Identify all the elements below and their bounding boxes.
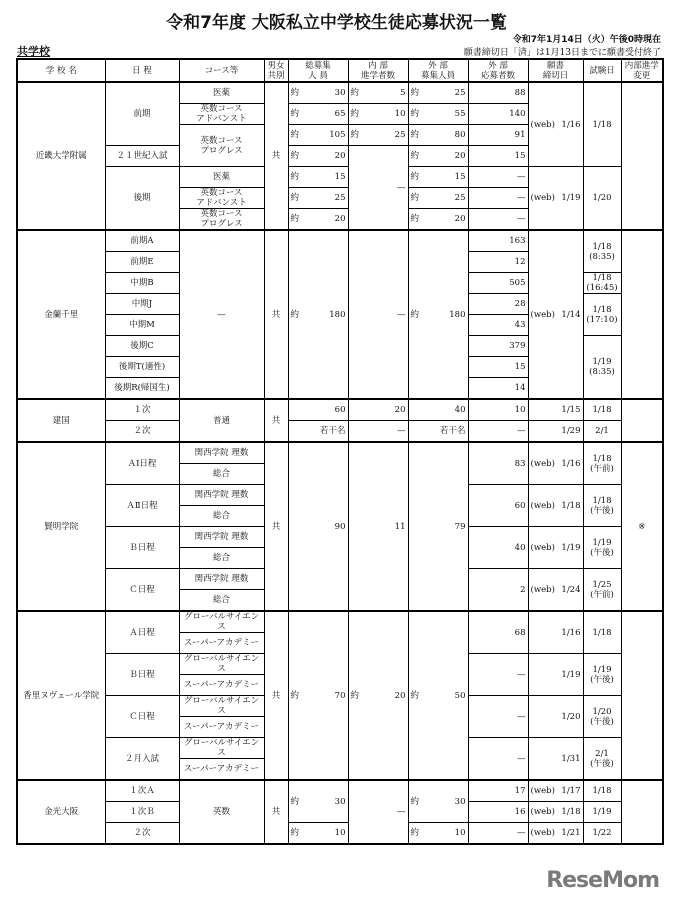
applicants: — — [468, 209, 528, 231]
approx: 約 — [410, 151, 420, 161]
value: 65 — [334, 109, 346, 119]
total — [288, 104, 348, 125]
value: 1/24 — [561, 584, 581, 595]
gender: 共 — [264, 611, 288, 780]
page-title: 令和7年度 大阪私立中学校生徒応募状況一覧 — [166, 13, 507, 33]
approx: 約 — [290, 172, 300, 182]
table-row — [17, 230, 663, 252]
gender: 共 — [264, 780, 288, 844]
exam-date: 1/20 (午後) — [583, 696, 621, 738]
change: ※ — [621, 442, 663, 611]
internal: 11 — [348, 442, 408, 611]
external — [408, 209, 468, 231]
applicants: 140 — [468, 104, 528, 125]
course: 英数コース プログレス — [179, 125, 264, 167]
course: スーパーアカデミー — [179, 759, 264, 781]
course: 関西学院 理数 — [179, 442, 264, 464]
deadline-note: 願書締切日「済」は1月13日までに願書受付終了 — [463, 48, 661, 58]
header-applicants: 外 部 応募者数 — [468, 59, 528, 82]
deadline — [528, 527, 583, 569]
approx: 約 — [410, 172, 420, 182]
web-label: (web) — [530, 828, 555, 838]
session: 後期 — [105, 167, 179, 231]
approx: 約 — [290, 151, 300, 161]
value: 25 — [454, 88, 466, 98]
session: ＡⅡ日程 — [105, 485, 179, 527]
applicants: — — [468, 823, 528, 845]
header-external: 外 部 募集人員 — [408, 59, 468, 82]
course: 英数コース アドバンスト — [179, 188, 264, 209]
web-label: (web) — [530, 500, 555, 511]
course: 総合 — [179, 590, 264, 612]
exam-date: 1/18 — [583, 399, 621, 421]
as-of-date: 令和7年1月14日（火）午後0時現在 — [512, 35, 661, 45]
deadline: 1/19 — [528, 654, 583, 696]
table-row — [17, 442, 663, 464]
course: グローバルサイエンス — [179, 654, 264, 675]
value: 1/18 — [561, 807, 581, 817]
change — [621, 82, 663, 230]
approx: 約 — [290, 130, 300, 140]
internal — [348, 104, 408, 125]
total: 若干名 — [288, 421, 348, 443]
session: Ａ日程 — [105, 611, 179, 654]
course: グローバルサイエンス — [179, 696, 264, 717]
gender: 共 — [264, 442, 288, 611]
approx: 約 — [350, 130, 360, 140]
exam-date: 1/19 (午後) — [583, 527, 621, 569]
value: 10 — [334, 828, 346, 838]
approx: 約 — [290, 309, 300, 320]
external — [408, 167, 468, 188]
applicants: 17 — [468, 780, 528, 802]
session: ＡⅠ日程 — [105, 442, 179, 485]
deadline — [528, 230, 583, 399]
internal: — — [348, 146, 408, 231]
course: 総合 — [179, 548, 264, 569]
session: Ｂ日程 — [105, 527, 179, 569]
school-name: 金光大阪 — [17, 780, 105, 844]
applicants: 16 — [468, 802, 528, 823]
web-label: (web) — [530, 807, 555, 817]
total — [288, 125, 348, 146]
gender: 共 — [264, 230, 288, 399]
deadline: 1/20 — [528, 696, 583, 738]
gender: 共 — [264, 399, 288, 442]
course: 医薬 — [179, 167, 264, 188]
applicants: — — [468, 421, 528, 443]
approx: 約 — [410, 309, 420, 320]
value: 1/19 — [561, 193, 581, 203]
applicants: 91 — [468, 125, 528, 146]
header-change: 内部進学 変更 — [621, 59, 663, 82]
approx: 約 — [290, 690, 300, 701]
value: 30 — [334, 88, 346, 98]
resemom-logo: ReseMom — [546, 868, 659, 893]
course: グローバルサイエンス — [179, 611, 264, 633]
approx: 約 — [290, 88, 300, 98]
approx: 約 — [290, 109, 300, 119]
application-status-table — [16, 58, 664, 845]
table-row — [17, 82, 663, 104]
web-label: (web) — [530, 193, 555, 203]
applicants: 40 — [468, 527, 528, 569]
exam-date: 1/18 — [583, 611, 621, 654]
exam-date: 1/18 (午前) — [583, 442, 621, 485]
value: 10 — [394, 109, 406, 119]
session: 前期E — [105, 252, 179, 273]
session: 前期A — [105, 230, 179, 252]
value: 105 — [329, 130, 346, 140]
course: 医薬 — [179, 82, 264, 104]
session: 前期 — [105, 82, 179, 146]
value: 1/16 — [561, 458, 581, 469]
total — [288, 82, 348, 104]
applicants: — — [468, 167, 528, 188]
deadline — [528, 802, 583, 823]
session: ２１世紀入試 — [105, 146, 179, 167]
session: Ｃ日程 — [105, 696, 179, 738]
school-kindai — [17, 82, 663, 230]
value: 1/19 — [561, 542, 581, 553]
exam-date: 2/1 (午後) — [583, 738, 621, 781]
exam-date: 1/20 — [583, 167, 621, 231]
web-label: (web) — [530, 584, 555, 595]
external: 79 — [408, 442, 468, 611]
value: 20 — [394, 690, 406, 701]
session: １次 — [105, 399, 179, 421]
school-kenkoku — [17, 399, 663, 442]
approx: 約 — [350, 690, 360, 701]
header-school: 学 校 名 — [17, 59, 105, 82]
total — [288, 167, 348, 188]
applicants: 68 — [468, 611, 528, 654]
table-row — [17, 167, 663, 188]
deadline — [528, 485, 583, 527]
session: 中期M — [105, 315, 179, 336]
value: 15 — [334, 172, 346, 182]
course: 総合 — [179, 506, 264, 527]
approx: 約 — [410, 214, 420, 224]
course: スーパーアカデミー — [179, 717, 264, 738]
change — [621, 399, 663, 442]
applicants: — — [468, 188, 528, 209]
applicants: — — [468, 738, 528, 781]
total — [288, 230, 348, 399]
header-row — [17, 59, 663, 82]
web-label: (web) — [530, 458, 555, 469]
course: スーパーアカデミー — [179, 675, 264, 696]
applicants: — — [468, 696, 528, 738]
change — [621, 611, 663, 780]
value: 15 — [454, 172, 466, 182]
approx: 約 — [410, 193, 420, 203]
approx: 約 — [410, 828, 420, 838]
deadline — [528, 442, 583, 485]
total — [288, 611, 348, 780]
value: 25 — [394, 130, 406, 140]
external — [408, 188, 468, 209]
exam-date: 1/18 — [583, 82, 621, 167]
external — [408, 230, 468, 399]
applicants: — — [468, 654, 528, 696]
school-kenmei — [17, 442, 663, 611]
course: — — [179, 230, 264, 399]
value: 180 — [329, 309, 346, 320]
applicants: 15 — [468, 146, 528, 167]
value: 20 — [454, 151, 466, 161]
external — [408, 104, 468, 125]
course: グローバルサイエンス — [179, 738, 264, 759]
applicants: 12 — [468, 252, 528, 273]
course: 英数 — [179, 780, 264, 844]
applicants: 505 — [468, 273, 528, 294]
external — [408, 780, 468, 823]
applicants: 28 — [468, 294, 528, 315]
internal: — — [348, 230, 408, 399]
external — [408, 125, 468, 146]
value: 180 — [449, 309, 466, 320]
value: 70 — [334, 690, 346, 701]
value: 50 — [454, 690, 466, 701]
course: スーパーアカデミー — [179, 633, 264, 654]
approx: 約 — [350, 109, 360, 119]
approx: 約 — [410, 690, 420, 701]
applicants: 2 — [468, 569, 528, 612]
external: 若干名 — [408, 421, 468, 443]
change — [621, 230, 663, 399]
exam-date: 1/19 (8:35) — [583, 336, 621, 400]
approx: 約 — [410, 88, 420, 98]
change — [621, 780, 663, 844]
internal — [348, 611, 408, 780]
gender: 共 — [264, 82, 288, 230]
exam-date: 1/19 (午後) — [583, 654, 621, 696]
school-name: 金蘭千里 — [17, 230, 105, 399]
applicants: 43 — [468, 315, 528, 336]
value: 10 — [454, 828, 466, 838]
value: 1/14 — [561, 309, 581, 320]
deadline: 1/31 — [528, 738, 583, 781]
school-kinran — [17, 230, 663, 399]
total — [288, 209, 348, 231]
exam-date: 1/18 (16:45) — [583, 273, 621, 294]
session: 後期R(帰国生) — [105, 378, 179, 400]
exam-date: 1/18 (午後) — [583, 485, 621, 527]
value: 30 — [454, 796, 466, 807]
header-exam: 試験日 — [583, 59, 621, 82]
external: 40 — [408, 399, 468, 421]
school-kaori — [17, 611, 663, 780]
total — [288, 188, 348, 209]
deadline: 1/29 — [528, 421, 583, 443]
header-course: コース等 — [179, 59, 264, 82]
total: 90 — [288, 442, 348, 611]
header-gender: 男女 共別 — [264, 59, 288, 82]
value: 20 — [334, 214, 346, 224]
value: 30 — [334, 796, 346, 807]
approx: 約 — [350, 88, 360, 98]
value: 80 — [454, 130, 466, 140]
table-row — [17, 421, 663, 443]
school-name: 香里ヌヴェール学院 — [17, 611, 105, 780]
session: ２次 — [105, 823, 179, 845]
approx: 約 — [410, 109, 420, 119]
deadline — [528, 823, 583, 845]
session: １次Ｂ — [105, 802, 179, 823]
table-row — [17, 780, 663, 802]
session: 中期J — [105, 294, 179, 315]
total — [288, 780, 348, 823]
value: 25 — [454, 193, 466, 203]
approx: 約 — [410, 130, 420, 140]
school-konko — [17, 780, 663, 844]
value: 1/18 — [561, 500, 581, 511]
external — [408, 823, 468, 845]
internal: — — [348, 421, 408, 443]
course: 関西学院 理数 — [179, 485, 264, 506]
session: 後期T(適性) — [105, 357, 179, 378]
approx: 約 — [290, 214, 300, 224]
value: 1/21 — [561, 828, 581, 838]
exam-date: 1/25 (午前) — [583, 569, 621, 612]
external — [408, 82, 468, 104]
approx: 約 — [410, 796, 420, 807]
course: 普通 — [179, 399, 264, 442]
internal — [348, 82, 408, 104]
applicants: 379 — [468, 336, 528, 357]
section-label: 共学校 — [17, 45, 50, 58]
value: 55 — [454, 109, 466, 119]
table-row — [17, 399, 663, 421]
session: 中期B — [105, 273, 179, 294]
deadline: 1/15 — [528, 399, 583, 421]
applicants: 10 — [468, 399, 528, 421]
applicants: 88 — [468, 82, 528, 104]
applicants: 83 — [468, 442, 528, 485]
applicants: 60 — [468, 485, 528, 527]
applicants: 14 — [468, 378, 528, 400]
deadline — [528, 569, 583, 612]
external — [408, 146, 468, 167]
value: 20 — [454, 214, 466, 224]
web-label: (web) — [530, 119, 555, 130]
session: ２月入試 — [105, 738, 179, 781]
approx: 約 — [290, 828, 300, 838]
header-schedule: 日 程 — [105, 59, 179, 82]
header-internal: 内 部 進学者数 — [348, 59, 408, 82]
web-label: (web) — [530, 542, 555, 553]
header-total: 総募集 人 員 — [288, 59, 348, 82]
value: 5 — [400, 88, 406, 98]
internal — [348, 125, 408, 146]
total — [288, 823, 348, 845]
course: 英数コース アドバンスト — [179, 104, 264, 125]
deadline — [528, 82, 583, 167]
course: 関西学院 理数 — [179, 527, 264, 548]
deadline: 1/16 — [528, 611, 583, 654]
web-label: (web) — [530, 309, 555, 320]
value: 1/16 — [561, 119, 581, 130]
course: 英数コース プログレス — [179, 209, 264, 231]
deadline — [528, 780, 583, 802]
applicants: 163 — [468, 230, 528, 252]
web-label: (web) — [530, 786, 555, 796]
total — [288, 146, 348, 167]
table-row — [17, 611, 663, 633]
applicants: 15 — [468, 357, 528, 378]
exam-date: 1/18 (17:10) — [583, 294, 621, 336]
exam-date: 2/1 — [583, 421, 621, 443]
exam-date: 1/18 (8:35) — [583, 230, 621, 273]
value: 20 — [334, 151, 346, 161]
course: 総合 — [179, 464, 264, 485]
exam-date: 1/19 — [583, 802, 621, 823]
external — [408, 611, 468, 780]
approx: 約 — [290, 193, 300, 203]
value: 1/17 — [561, 786, 581, 796]
total: 60 — [288, 399, 348, 421]
course: 関西学院 理数 — [179, 569, 264, 590]
session: Ｂ日程 — [105, 654, 179, 696]
session: １次Ａ — [105, 780, 179, 802]
school-name: 建国 — [17, 399, 105, 442]
approx: 約 — [290, 796, 300, 807]
school-name: 賢明学院 — [17, 442, 105, 611]
header-deadline: 願書 締切日 — [528, 59, 583, 82]
session: ２次 — [105, 421, 179, 443]
internal: — — [348, 780, 408, 844]
deadline — [528, 167, 583, 231]
school-name: 近畿大学附属 — [17, 82, 105, 230]
session: Ｃ日程 — [105, 569, 179, 612]
table-row — [17, 823, 663, 845]
exam-date: 1/22 — [583, 823, 621, 845]
session: 後期C — [105, 336, 179, 357]
exam-date: 1/18 — [583, 780, 621, 802]
value: 25 — [334, 193, 346, 203]
internal: 20 — [348, 399, 408, 421]
